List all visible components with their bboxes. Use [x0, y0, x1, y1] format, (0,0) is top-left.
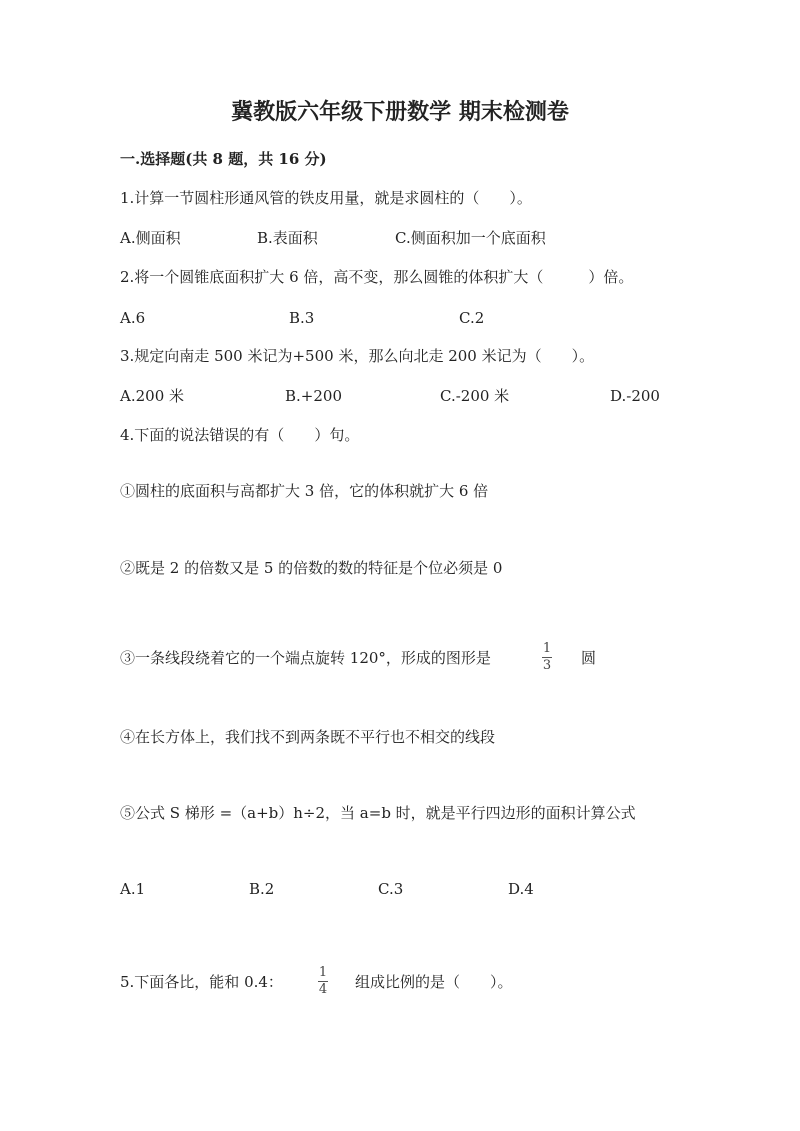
fraction-one-quarter	[318, 966, 328, 997]
question-4-option-b: B.2	[249, 880, 275, 898]
question-1-option-c: C.侧面积加一个底面积	[395, 229, 546, 247]
question-4-option-d: D.4	[508, 880, 534, 898]
question-5-stem-suffix: 组成比例的是（ ）。	[355, 973, 513, 991]
statement-5: ⑤公式 S 梯形 =（a+b）h÷2，当 a=b 时，就是平行四边形的面积计算公式	[120, 804, 636, 822]
fraction-one-third	[542, 642, 552, 673]
question-3-option-b: B.+200	[285, 387, 342, 405]
question-4-option-a: A.1	[120, 880, 146, 898]
fraction-denominator: 4	[318, 982, 328, 997]
fraction-numerator: 1	[318, 965, 328, 980]
statement-4: ④在长方体上，我们找不到两条既不平行也不相交的线段	[120, 728, 496, 746]
question-3-option-a: A.200 米	[120, 387, 184, 405]
statement-3-text: ③一条线段绕着它的一个端点旋转 120°，形成的图形是	[120, 649, 491, 667]
question-3-option-c: C.-200 米	[440, 387, 510, 405]
question-2-stem: 2.将一个圆锥底面积扩大 6 倍，高不变，那么圆锥的体积扩大（ ）倍。	[120, 268, 634, 286]
fraction-denominator: 3	[542, 658, 552, 673]
question-2-option-a: A.6	[120, 309, 146, 327]
question-1-option-a: A.侧面积	[120, 229, 181, 247]
question-1-stem: 1.计算一节圆柱形通风管的铁皮用量，就是求圆柱的（ ）。	[120, 189, 532, 207]
question-2-option-b: B.3	[289, 309, 315, 327]
page-title: 冀教版六年级下册数学 期末检测卷	[231, 99, 569, 125]
question-4-option-c: C.3	[378, 880, 404, 898]
question-2-option-c: C.2	[459, 309, 485, 327]
question-3-option-d: D.-200	[610, 387, 660, 405]
question-1-option-b: B.表面积	[257, 229, 318, 247]
statement-1: ①圆柱的底面积与高都扩大 3 倍，它的体积就扩大 6 倍	[120, 482, 489, 500]
question-3-stem: 3.规定向南走 500 米记为+500 米，那么向北走 200 米记为（ ）。	[120, 347, 595, 365]
question-5-stem: 5.下面各比，能和 0.4：	[120, 973, 283, 991]
statement-2: ②既是 2 的倍数又是 5 的倍数的数的特征是个位必须是 0	[120, 559, 503, 577]
question-4-stem: 4.下面的说法错误的有（ ）句。	[120, 426, 360, 444]
statement-3-suffix: 圆	[581, 649, 597, 667]
section-heading: 一.选择题(共 8 题，共 16 分)	[120, 150, 327, 168]
fraction-numerator: 1	[542, 641, 552, 656]
